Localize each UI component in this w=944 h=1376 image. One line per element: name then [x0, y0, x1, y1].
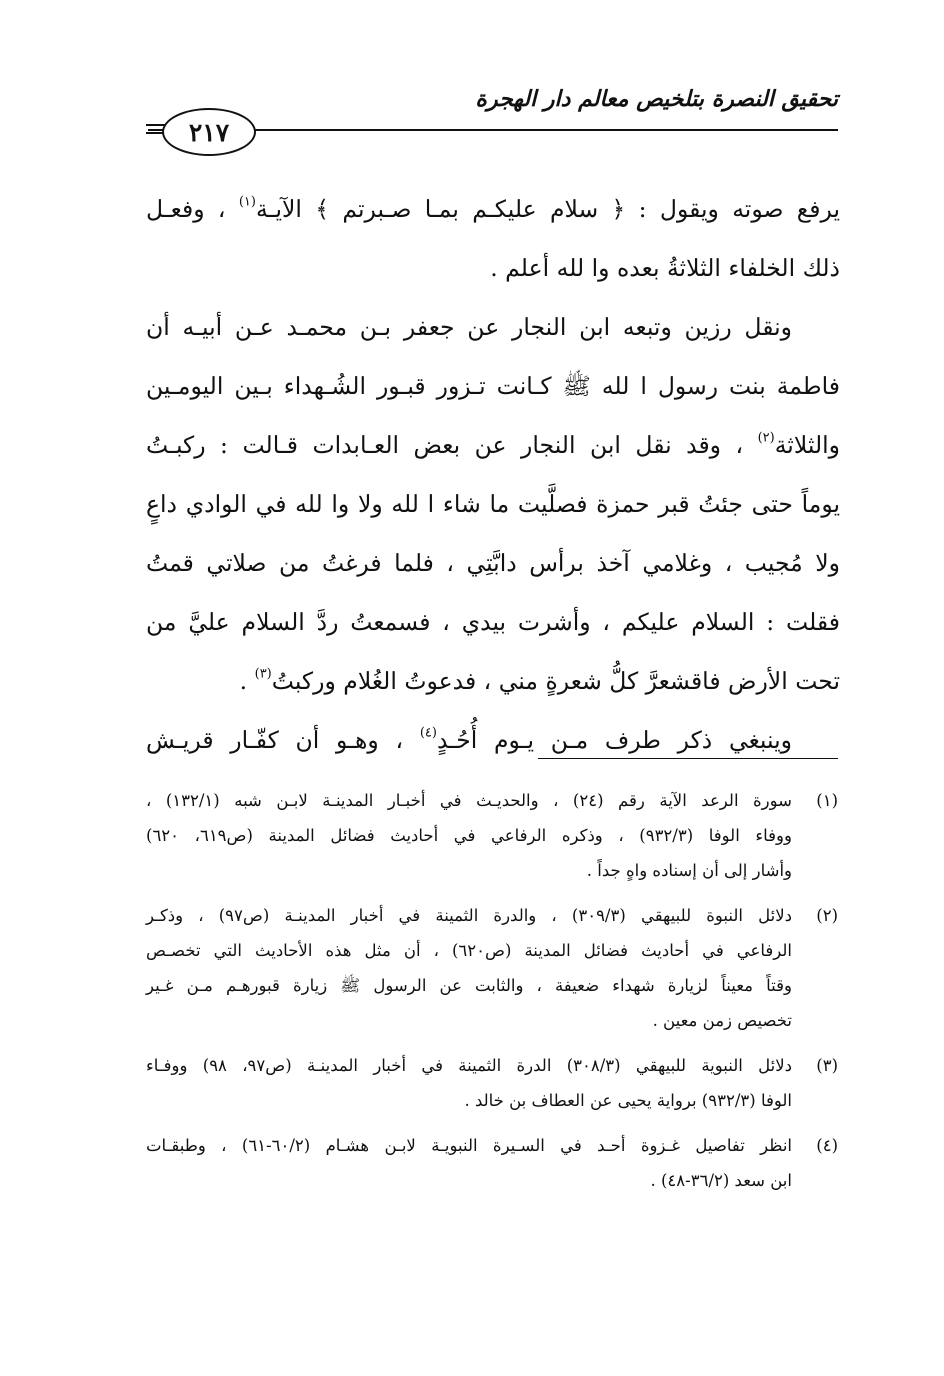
- page-number: ٢١٧: [188, 117, 230, 147]
- footnote-4: [146, 1128, 838, 1198]
- text-line: يوماً حتى جئتُ قبر حمزة فصلَّيت ما شاء ا لله ولا وا لله في الوادي داعٍ: [146, 490, 840, 518]
- text-line: فاطمة بنت رسول ا لله ﷺ كـانت تـزور قبـور الشُـهداء بـين اليومـين: [146, 372, 840, 400]
- footnote-line: انظر تفاصيل غـزوة أحـد في السـيرة النبويـة لابـن هشـام (٦٠/٢-٦١) ، وطبقـات: [146, 1136, 792, 1155]
- text-line: فقلت : السلام عليكم ، وأشرت بيدي ، فسمعتُ ردَّ السلام عليَّ من: [146, 608, 840, 636]
- footnote-2: [146, 898, 838, 1038]
- footnote-line: دلائل النبوية للبيهقي (٣٠٨/٣) الدرة الثمينة في أخبار المدينـة (ص٩٧، ٩٨) ووفـاء: [146, 1056, 792, 1075]
- footnote-line: دلائل النبوة للبيهقي (٣٠٩/٣) ، والدرة الثمينة في أخبار المدينـة (ص٩٧) ، وذكـر: [146, 906, 792, 925]
- text-run: ، وقد نقل ابن النجار عن بعض العـابدات قـالت : ركبـتُ: [146, 431, 758, 459]
- text-line: [146, 652, 840, 711]
- text-line: [146, 711, 840, 770]
- footnote-line: وقتاً معيناً لزيارة شهداء ضعيفة ، والثابت عن الرسول ﷺ زيارة قبورهـم مـن غـير: [146, 976, 792, 995]
- footnote-number: (٢): [816, 906, 838, 925]
- text-run: والثلاثة: [774, 431, 840, 459]
- text-run: تحت الأرض فاقشعرَّ كلُّ شعرةٍ مني ، فدعوتُ الغُلام وركبتُ: [271, 667, 840, 695]
- footnote-number: (١): [816, 791, 838, 810]
- text-run: يرفع صوته ويقول : ﴿ سلام عليكـم بمـا صـبرتم ﴾ الآيـة: [255, 195, 840, 223]
- footnote-line: ووفاء الوفا (٩٣٢/٣) ، وذكره الرفاعي في أحاديث فضائل المدينة (ص٦١٩، ٦٢٠): [146, 826, 792, 845]
- text-run: وينبغي ذكر طرف مـن يـوم أُحُـدٍ: [436, 726, 792, 754]
- footnote-line: الوفا (٩٣٢/٣) برواية يحيى عن العطاف بن خالد .: [464, 1091, 792, 1110]
- footnote-marker: (٣): [254, 666, 272, 682]
- main-text: [146, 180, 840, 770]
- page-number-badge: [162, 108, 256, 156]
- text-line: ولا مُجيب ، وغلامي آخذ برأس دابَّتِي ، فلما فرغتُ من صلاتي قمتُ: [146, 549, 840, 577]
- footnote-marker: (٢): [757, 430, 775, 446]
- paragraph-2: [146, 298, 840, 711]
- text-run: ، وهـو أن كفّـار قريـش: [146, 726, 420, 754]
- text-line: [146, 180, 840, 239]
- footnote-number: (٣): [816, 1056, 838, 1075]
- footnote-marker: (٤): [419, 725, 437, 741]
- text-line: ذلك الخلفاء الثلاثةُ بعده وا لله أعلم .: [490, 254, 840, 282]
- paragraph-1: [146, 180, 840, 298]
- footnote-number: (٤): [816, 1136, 838, 1155]
- running-header-title: تحقيق النصرة بتلخيص معالم دار الهجرة: [475, 86, 838, 112]
- text-run: ، وفعـل: [146, 195, 226, 223]
- footnote-line: سورة الرعد الآية رقم (٢٤) ، والحديـث في أخبـار المدينـة لابـن شبه (١٣٢/١) ،: [146, 791, 792, 810]
- footnotes: [146, 783, 838, 1208]
- text-line: ونقل رزين وتبعه ابن النجار عن جعفر بـن محمـد عـن أبيـه أن: [146, 313, 792, 341]
- footnote-separator: [538, 758, 838, 759]
- text-run: .: [239, 667, 255, 695]
- footnote-3: [146, 1048, 838, 1118]
- footnote-line: تخصيص زمن معين .: [652, 1011, 792, 1030]
- footnote-1: [146, 783, 838, 888]
- footnote-marker: (١): [238, 194, 256, 210]
- text-line: [146, 416, 840, 475]
- footnote-line: الرفاعي في أحاديث فضائل المدينة (ص٦٢٠) ، أن مثل هذه الأحاديث التي تخصـص: [146, 941, 792, 960]
- paragraph-3: [146, 711, 840, 770]
- footnote-line: وأشار إلى أن إسناده واهٍ جداً .: [586, 861, 792, 880]
- footnote-line: ابن سعد (٣٦/٢-٤٨) .: [650, 1171, 792, 1190]
